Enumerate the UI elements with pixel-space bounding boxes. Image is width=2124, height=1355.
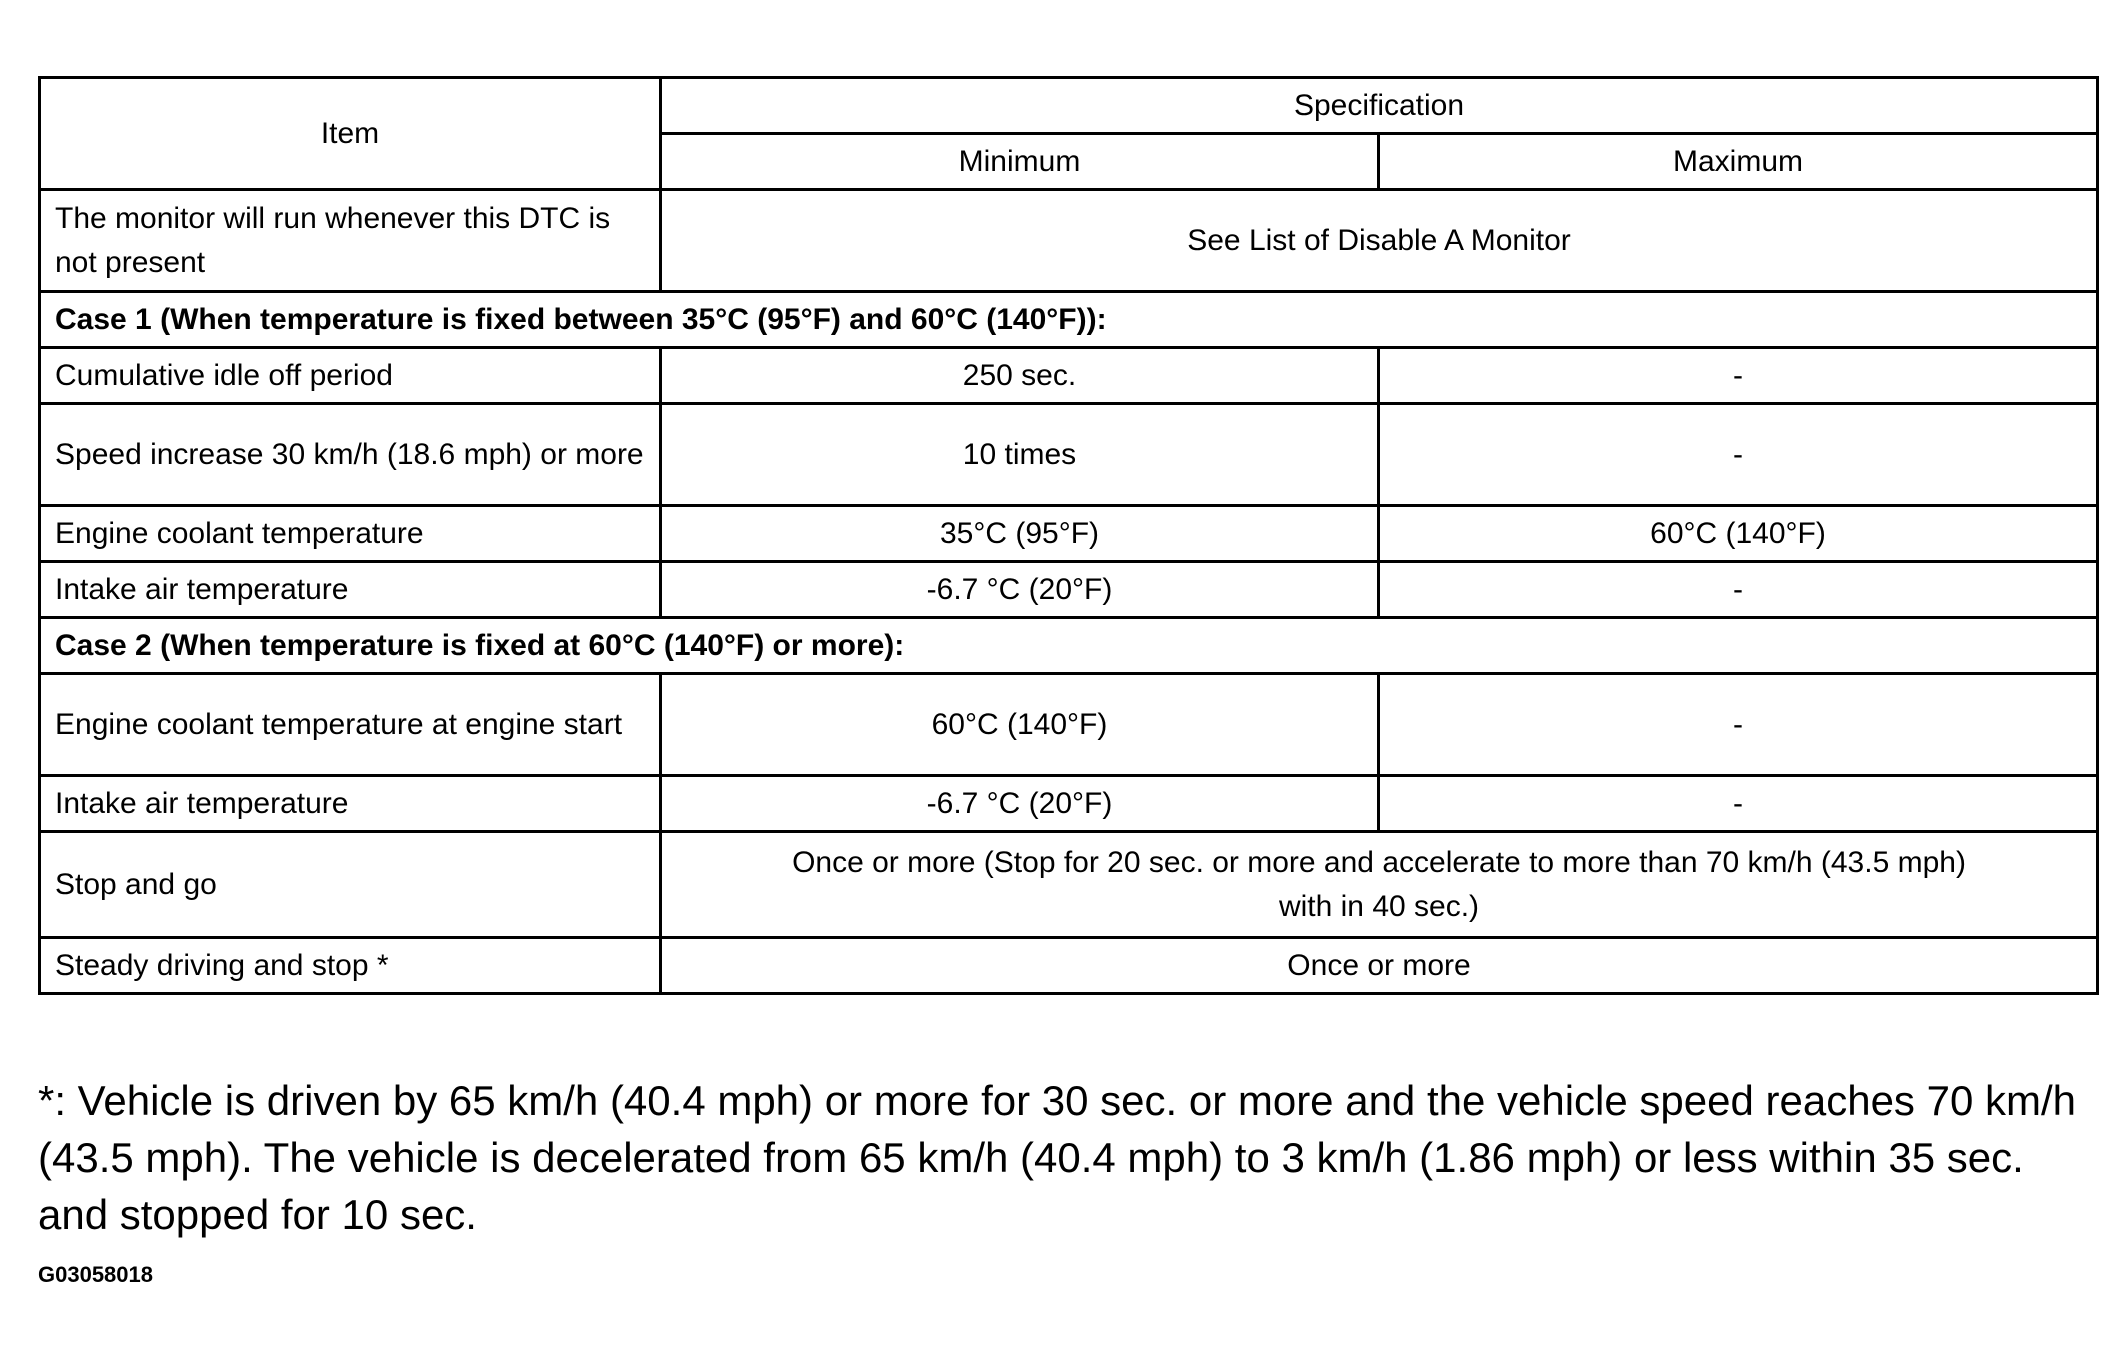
row-item: Speed increase 30 km/h (18.6 mph) or more	[40, 404, 661, 506]
table-row	[40, 674, 2098, 776]
table-row	[40, 348, 2098, 404]
header-maximum: Maximum	[1379, 134, 2098, 190]
figure-id: G03058018	[38, 1262, 153, 1287]
specification-table	[38, 76, 2099, 995]
header-minimum: Minimum	[661, 134, 1379, 190]
case-row	[40, 618, 2098, 674]
row-span-value-line-2: with in 40 sec.)	[1278, 889, 1480, 923]
row-item: Intake air temperature	[40, 776, 661, 832]
table-row	[40, 776, 2098, 832]
row-max: 60°C (140°F)	[1379, 506, 2098, 562]
header-specification: Specification	[661, 78, 2098, 134]
row-max: -	[1379, 776, 2098, 832]
row-span-value	[661, 832, 2098, 938]
case-row	[40, 292, 2098, 348]
case-1-label: Case 1 (When temperature is fixed between 35°C (95°F) and 60°C (140°F)):	[40, 292, 2098, 348]
row-max: -	[1379, 348, 2098, 404]
row-min: 60°C (140°F)	[661, 674, 1379, 776]
table-row	[40, 404, 2098, 506]
table-row	[40, 190, 2098, 292]
footnote: *: Vehicle is driven by 65 km/h (40.4 mph) or more for 30 sec. or more and the vehicle speed reaches 70 km/h (43.5 mph). The vehicle is decelerated from 65 km/h (40.4 mph) to 3 km/h (1.86 mph) or less within 35 sec. and stopped for 10 sec.	[38, 1077, 2077, 1238]
row-max: -	[1379, 674, 2098, 776]
row-min: -6.7 °C (20°F)	[661, 776, 1379, 832]
table-row	[40, 938, 2098, 994]
header-item: Item	[40, 78, 661, 190]
row-item: Intake air temperature	[40, 562, 661, 618]
table-row	[40, 562, 2098, 618]
case-2-label: Case 2 (When temperature is fixed at 60°C (140°F) or more):	[40, 618, 2098, 674]
row-min: 35°C (95°F)	[661, 506, 1379, 562]
row-span-value: See List of Disable A Monitor	[661, 190, 2098, 292]
table-header-row	[40, 78, 2098, 134]
row-span-value: Once or more	[661, 938, 2098, 994]
row-span-value-line-1: Once or more (Stop for 20 sec. or more and accelerate to more than 70 km/h (43.5 mph)	[792, 845, 1966, 879]
row-max: -	[1379, 404, 2098, 506]
row-item: Steady driving and stop *	[40, 938, 661, 994]
row-item: The monitor will run whenever this DTC is not present	[40, 190, 661, 292]
row-min: -6.7 °C (20°F)	[661, 562, 1379, 618]
table-row	[40, 506, 2098, 562]
row-max: -	[1379, 562, 2098, 618]
row-item: Stop and go	[40, 832, 661, 938]
row-item: Engine coolant temperature	[40, 506, 661, 562]
row-min: 250 sec.	[661, 348, 1379, 404]
row-item: Engine coolant temperature at engine start	[40, 674, 661, 776]
table-row	[40, 832, 2098, 938]
row-min: 10 times	[661, 404, 1379, 506]
row-item: Cumulative idle off period	[40, 348, 661, 404]
